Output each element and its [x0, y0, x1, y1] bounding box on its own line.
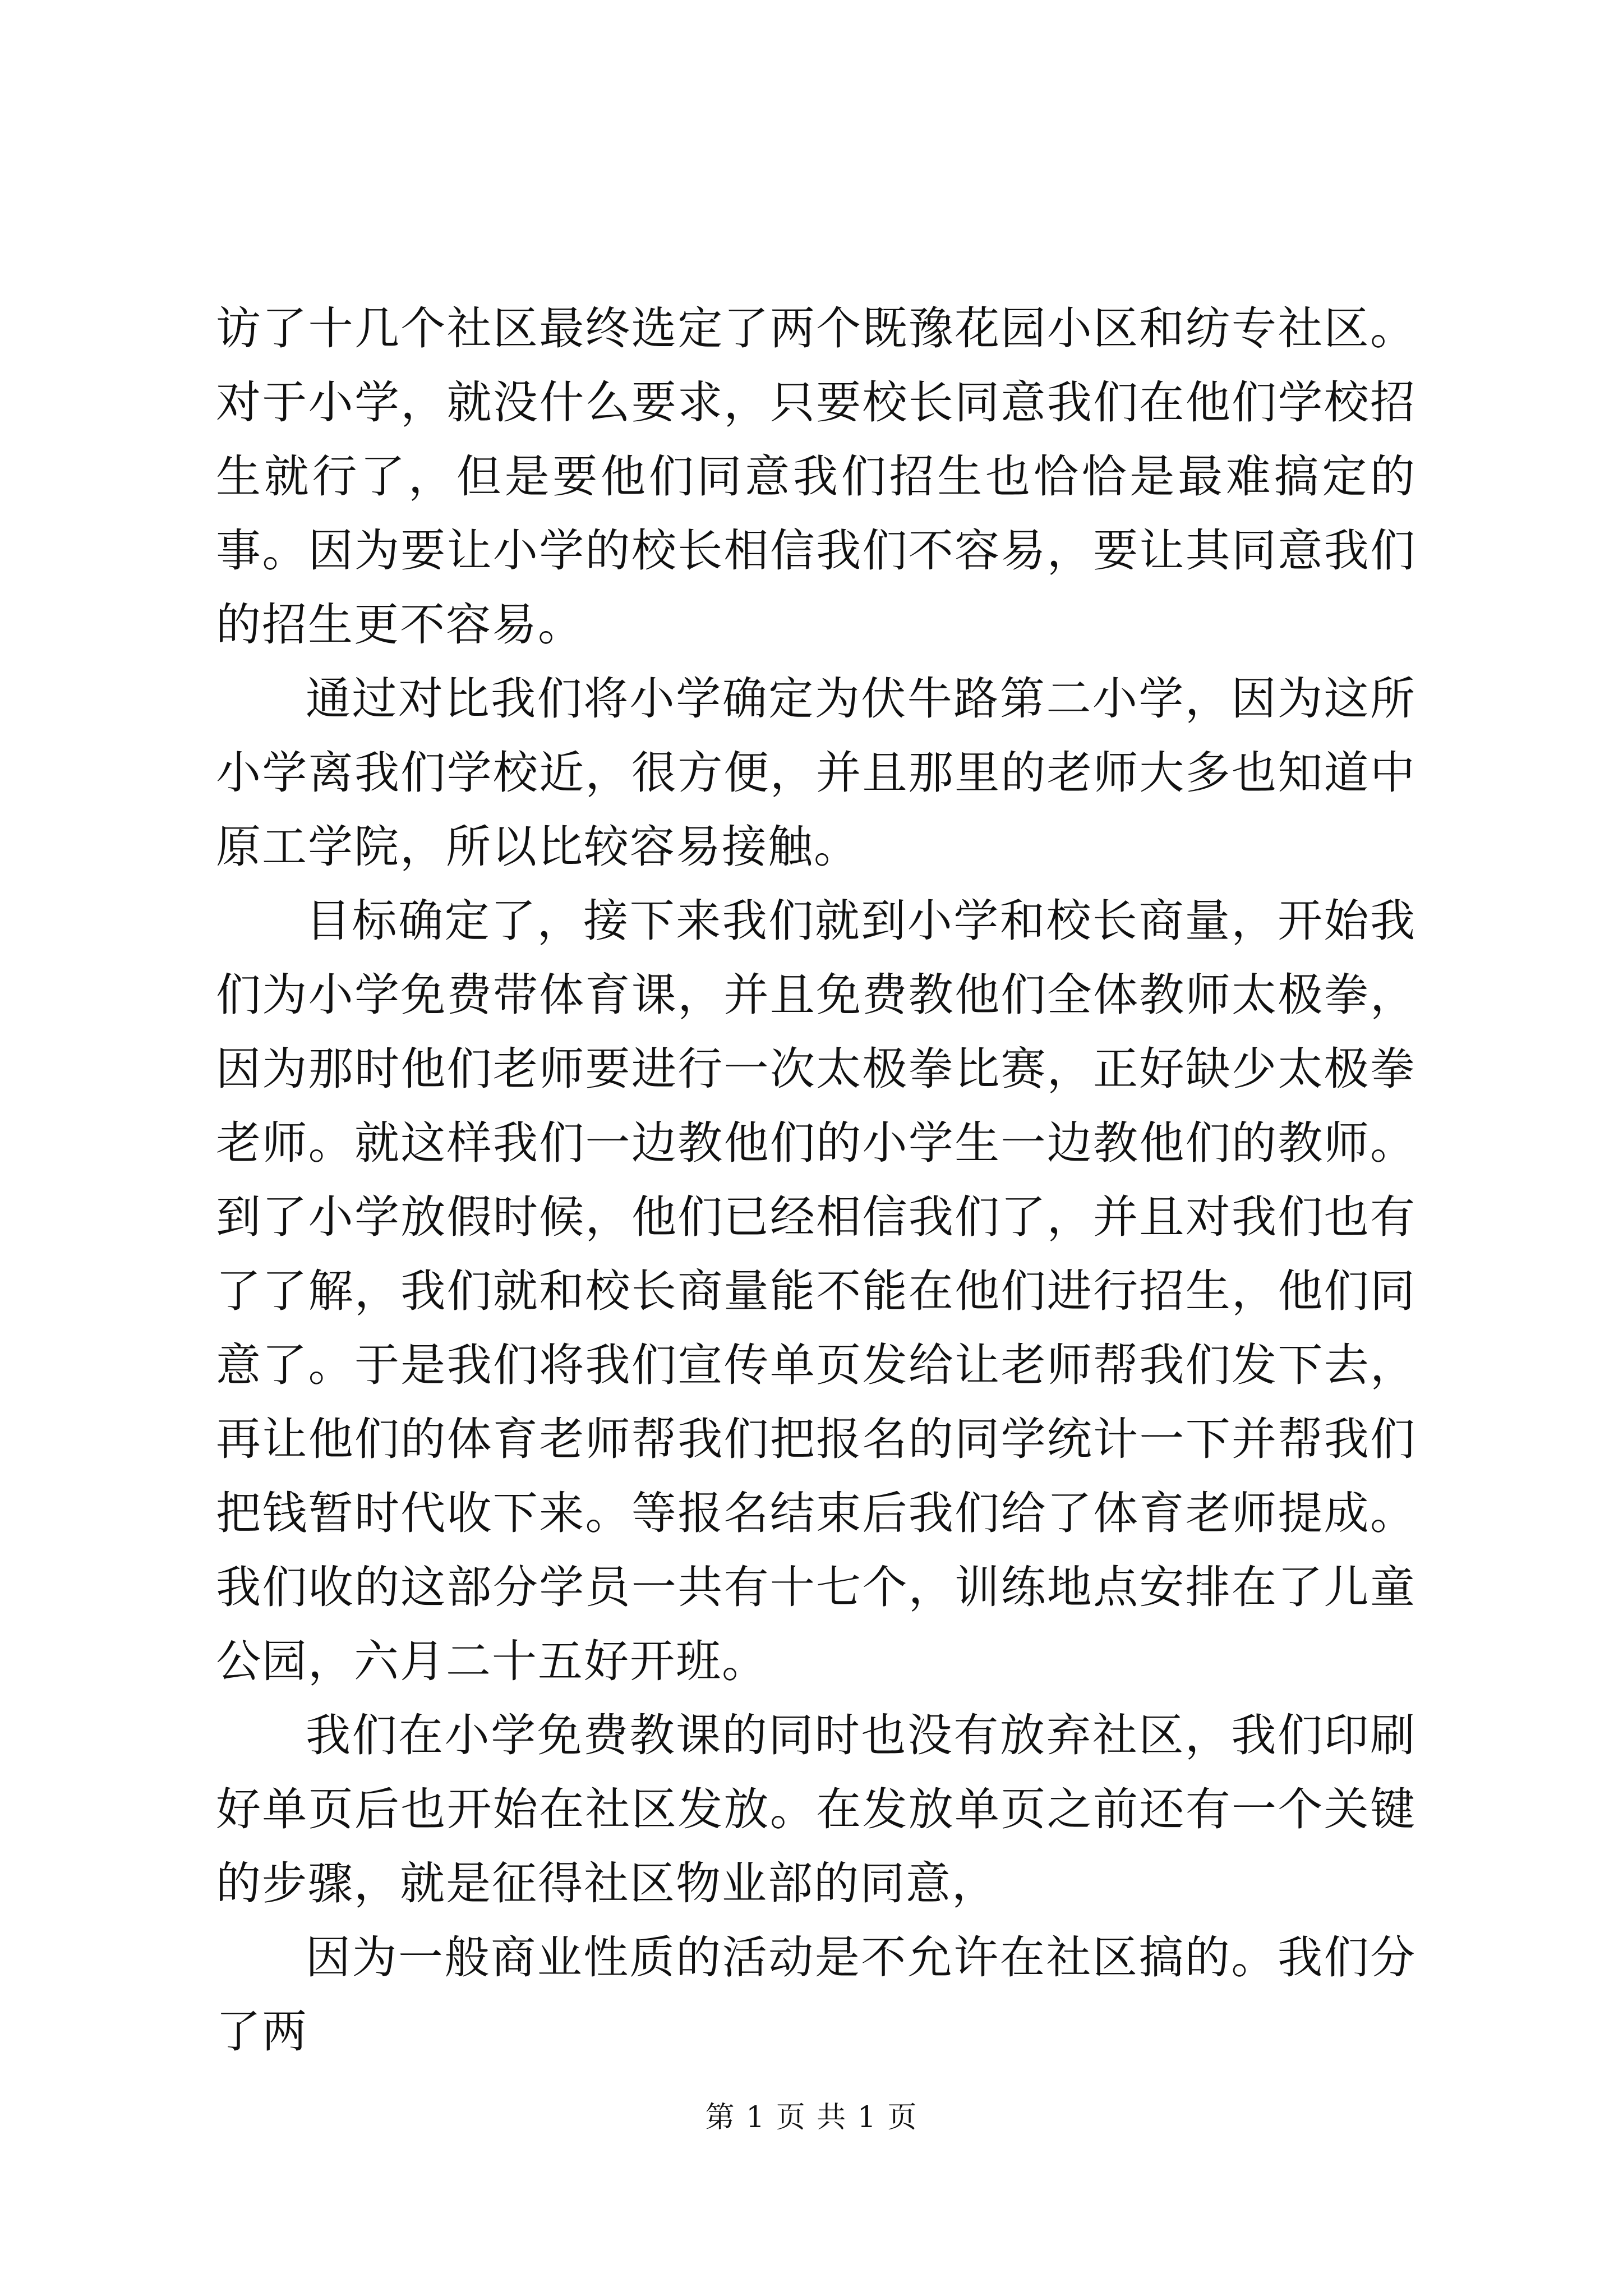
paragraph-3: 目标确定了，接下来我们就到小学和校长商量，开始我们为小学免费带体育课，并且免费教他们全体教师太极拳，因为那时他们老师要进行一次太极拳比赛，正好缺少太极拳老师。就这样我们一边教他们的小学生一边教他们的教师。到了小学放假时候，他们已经相信我们了，并且对我们也有了了解，我们就和校长商量能不能在他们进行招生，他们同意了。于是我们将我们宣传单页发给让老师帮我们发下去，再让他们的体育老师帮我们把报名的同学统计一下并帮我们把钱暂时代收下来。等报名结束后我们给了体育老师提成。我们收的这部分学员一共有十七个，训练地点安排在了儿童公园，六月二十五好开班。 — [216, 895, 1416, 1687]
paragraph-1: 访了十几个社区最终选定了两个既豫花园小区和纺专社区。对于小学，就没什么要求，只要校长同意我们在他们学校招生就行了，但是要他们同意我们招生也恰恰是最难搞定的事。因为要让小学的校长相信我们不容易，要让其同意我们的招生更不容易。 — [216, 302, 1416, 651]
paragraph-5: 因为一般商业性质的活动是不允许在社区搞的。我们分了两 — [216, 1931, 1416, 2058]
page-footer: 第 1 页 共 1 页 — [705, 2101, 918, 2134]
document-body — [216, 292, 1416, 2069]
paragraph-2: 通过对比我们将小学确定为伏牛路第二小学，因为这所小学离我们学校近，很方便，并且那里的老师大多也知道中原工学院，所以比较容易接触。 — [216, 673, 1416, 873]
paragraph-4: 我们在小学免费教课的同时也没有放弃社区，我们印刷好单页后也开始在社区发放。在发放单页之前还有一个关键的步骤，就是征得社区物业部的同意， — [216, 1709, 1416, 1910]
